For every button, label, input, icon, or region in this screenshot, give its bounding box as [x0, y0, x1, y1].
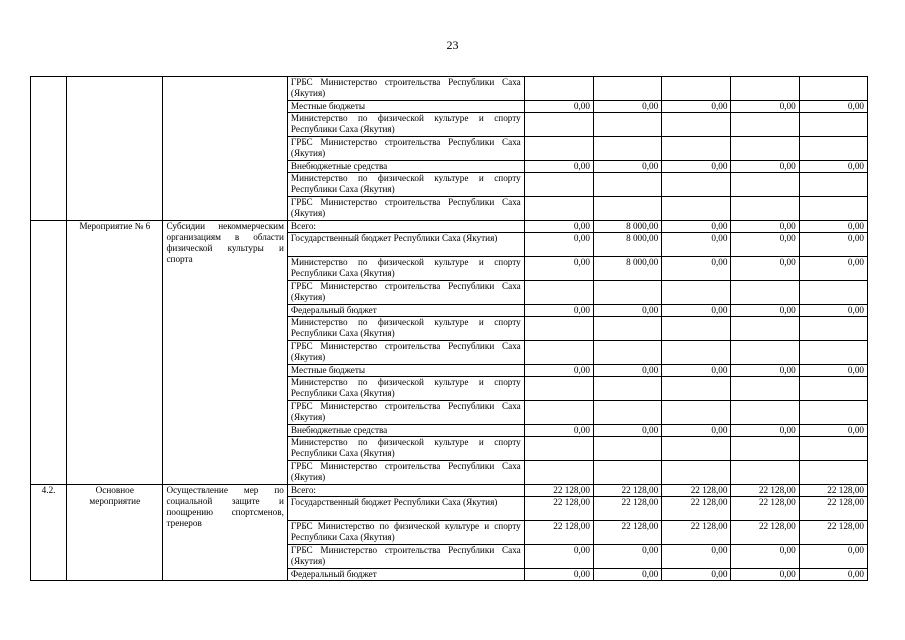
- year-value-cell: 22 128,00: [593, 521, 661, 545]
- year-value-cell: 0,00: [662, 221, 731, 233]
- year-value-cell: [662, 173, 731, 197]
- year-value-cell: [799, 317, 867, 341]
- year-value-cell: [662, 197, 731, 221]
- funding-source-cell: ГРБС Министерство по физической культуре и спорту Республики Саха (Якутия): [287, 521, 524, 545]
- funding-source-cell: ГРБС Министерство строительства Республики Саха (Якутия): [287, 137, 524, 161]
- year-value-cell: [593, 113, 661, 137]
- year-value-cell: [799, 401, 867, 425]
- year-value-cell: 0,00: [731, 101, 799, 113]
- year-value-cell: 0,00: [524, 233, 593, 257]
- year-value-cell: 0,00: [731, 365, 799, 377]
- year-value-cell: 0,00: [593, 101, 661, 113]
- year-value-cell: 0,00: [662, 365, 731, 377]
- year-value-cell: [593, 77, 661, 101]
- year-value-cell: [731, 437, 799, 461]
- year-value-cell: [524, 437, 593, 461]
- year-value-cell: [662, 281, 731, 305]
- year-value-cell: 22 128,00: [731, 497, 799, 521]
- funding-source-cell: ГРБС Министерство строительства Республики Саха (Якутия): [287, 401, 524, 425]
- year-value-cell: 22 128,00: [662, 497, 731, 521]
- year-value-cell: [662, 317, 731, 341]
- year-value-cell: [593, 341, 661, 365]
- year-value-cell: [799, 377, 867, 401]
- year-value-cell: [731, 317, 799, 341]
- year-value-cell: 0,00: [593, 545, 661, 569]
- year-value-cell: 0,00: [524, 425, 593, 437]
- page-number: 23: [446, 38, 459, 52]
- year-value-cell: 22 128,00: [524, 485, 593, 497]
- funding-source-cell: ГРБС Министерство строительства Республики Саха (Якутия): [287, 461, 524, 485]
- event-description-cell: Субсидии некоммерческим организациям в области физической культуры и спорта: [163, 221, 287, 485]
- year-value-cell: 0,00: [662, 545, 731, 569]
- year-value-cell: [731, 197, 799, 221]
- item-number-cell: 4.2.: [31, 485, 67, 581]
- year-value-cell: [662, 113, 731, 137]
- funding-source-cell: Министерство по физической культуре и спорту Республики Саха (Якутия): [287, 317, 524, 341]
- funding-source-cell: Внебюджетные средства: [287, 161, 524, 173]
- year-value-cell: 0,00: [524, 365, 593, 377]
- event-type-cell: [67, 77, 163, 221]
- year-value-cell: 22 128,00: [593, 497, 661, 521]
- funding-source-cell: ГРБС Министерство строительства Республики Саха (Якутия): [287, 545, 524, 569]
- year-value-cell: [593, 173, 661, 197]
- year-value-cell: 0,00: [662, 233, 731, 257]
- event-description-cell: Осуществление мер по социальной защите и поощрению спортсменов, тренеров: [163, 485, 287, 581]
- year-value-cell: 0,00: [593, 161, 661, 173]
- year-value-cell: 0,00: [799, 425, 867, 437]
- year-value-cell: 22 128,00: [799, 521, 867, 545]
- year-value-cell: 0,00: [524, 221, 593, 233]
- year-value-cell: [524, 317, 593, 341]
- year-value-cell: 0,00: [731, 425, 799, 437]
- year-value-cell: [593, 317, 661, 341]
- year-value-cell: [593, 197, 661, 221]
- year-value-cell: 0,00: [731, 257, 799, 281]
- year-value-cell: 0,00: [662, 101, 731, 113]
- year-value-cell: 0,00: [731, 569, 799, 581]
- year-value-cell: [593, 401, 661, 425]
- year-value-cell: 0,00: [662, 257, 731, 281]
- year-value-cell: [731, 77, 799, 101]
- year-value-cell: [524, 401, 593, 425]
- year-value-cell: [662, 341, 731, 365]
- year-value-cell: [799, 113, 867, 137]
- year-value-cell: [662, 377, 731, 401]
- event-type-cell: Мероприятие № 6: [67, 221, 163, 485]
- year-value-cell: 0,00: [799, 305, 867, 317]
- year-value-cell: [731, 281, 799, 305]
- year-value-cell: 0,00: [662, 161, 731, 173]
- year-value-cell: [799, 77, 867, 101]
- year-value-cell: [662, 77, 731, 101]
- year-value-cell: [799, 461, 867, 485]
- year-value-cell: [731, 341, 799, 365]
- funding-source-cell: Внебюджетные средства: [287, 425, 524, 437]
- year-value-cell: 0,00: [731, 305, 799, 317]
- year-value-cell: 22 128,00: [799, 497, 867, 521]
- year-value-cell: 22 128,00: [731, 485, 799, 497]
- year-value-cell: 0,00: [662, 425, 731, 437]
- year-value-cell: 0,00: [799, 365, 867, 377]
- year-value-cell: [731, 173, 799, 197]
- year-value-cell: 0,00: [593, 305, 661, 317]
- funding-source-cell: Государственный бюджет Республики Саха (Якутия): [287, 233, 524, 257]
- year-value-cell: 8 000,00: [593, 257, 661, 281]
- funding-source-cell: Местные бюджеты: [287, 101, 524, 113]
- funding-source-cell: Министерство по физической культуре и спорту Республики Саха (Якутия): [287, 377, 524, 401]
- table-row: [31, 221, 868, 233]
- year-value-cell: [524, 137, 593, 161]
- year-value-cell: [731, 377, 799, 401]
- year-value-cell: 0,00: [524, 101, 593, 113]
- year-value-cell: [799, 137, 867, 161]
- year-value-cell: 0,00: [799, 545, 867, 569]
- year-value-cell: [524, 77, 593, 101]
- year-value-cell: [799, 197, 867, 221]
- year-value-cell: [731, 461, 799, 485]
- funding-source-cell: Всего:: [287, 221, 524, 233]
- year-value-cell: 8 000,00: [593, 233, 661, 257]
- funding-source-cell: Государственный бюджет Республики Саха (Якутия): [287, 497, 524, 521]
- event-type-cell: Основное мероприятие: [67, 485, 163, 581]
- year-value-cell: [662, 437, 731, 461]
- funding-source-cell: Федеральный бюджет: [287, 305, 524, 317]
- year-value-cell: [593, 377, 661, 401]
- year-value-cell: [662, 137, 731, 161]
- funding-source-cell: Министерство по физической культуре и спорту Республики Саха (Якутия): [287, 173, 524, 197]
- year-value-cell: [799, 437, 867, 461]
- funding-source-cell: Всего:: [287, 485, 524, 497]
- year-value-cell: 0,00: [799, 161, 867, 173]
- year-value-cell: 0,00: [662, 305, 731, 317]
- year-value-cell: 22 128,00: [593, 485, 661, 497]
- budget-table: [30, 76, 868, 581]
- year-value-cell: 0,00: [524, 161, 593, 173]
- year-value-cell: 22 128,00: [731, 521, 799, 545]
- funding-source-cell: Местные бюджеты: [287, 365, 524, 377]
- year-value-cell: 22 128,00: [662, 485, 731, 497]
- funding-source-cell: Министерство по физической культуре и спорту Республики Саха (Якутия): [287, 437, 524, 461]
- year-value-cell: 0,00: [662, 569, 731, 581]
- table-row: [31, 485, 868, 497]
- year-value-cell: 0,00: [524, 569, 593, 581]
- year-value-cell: [593, 437, 661, 461]
- year-value-cell: 0,00: [799, 233, 867, 257]
- year-value-cell: 0,00: [731, 545, 799, 569]
- year-value-cell: [731, 113, 799, 137]
- year-value-cell: 0,00: [593, 365, 661, 377]
- year-value-cell: 0,00: [524, 545, 593, 569]
- year-value-cell: [731, 137, 799, 161]
- funding-source-cell: ГРБС Министерство строительства Республики Саха (Якутия): [287, 341, 524, 365]
- year-value-cell: 0,00: [799, 257, 867, 281]
- funding-source-cell: ГРБС Министерство строительства Республики Саха (Якутия): [287, 77, 524, 101]
- year-value-cell: 22 128,00: [662, 521, 731, 545]
- year-value-cell: 0,00: [731, 161, 799, 173]
- funding-source-cell: Министерство по физической культуре и спорту Республики Саха (Якутия): [287, 257, 524, 281]
- year-value-cell: [593, 461, 661, 485]
- funding-source-cell: Министерство по физической культуре и спорту Республики Саха (Якутия): [287, 113, 524, 137]
- year-value-cell: [524, 461, 593, 485]
- year-value-cell: [799, 281, 867, 305]
- year-value-cell: [593, 137, 661, 161]
- year-value-cell: 0,00: [731, 233, 799, 257]
- year-value-cell: 0,00: [799, 221, 867, 233]
- year-value-cell: [799, 173, 867, 197]
- year-value-cell: 0,00: [799, 101, 867, 113]
- year-value-cell: 0,00: [524, 305, 593, 317]
- year-value-cell: 0,00: [799, 569, 867, 581]
- year-value-cell: 22 128,00: [524, 521, 593, 545]
- funding-source-cell: ГРБС Министерство строительства Республики Саха (Якутия): [287, 197, 524, 221]
- funding-source-cell: ГРБС Министерство строительства Республики Саха (Якутия): [287, 281, 524, 305]
- year-value-cell: [799, 341, 867, 365]
- year-value-cell: 0,00: [524, 257, 593, 281]
- year-value-cell: 0,00: [593, 425, 661, 437]
- year-value-cell: [593, 281, 661, 305]
- year-value-cell: 0,00: [593, 569, 661, 581]
- year-value-cell: [524, 341, 593, 365]
- year-value-cell: [662, 401, 731, 425]
- table-row: [31, 77, 868, 101]
- item-number-cell: [31, 221, 67, 485]
- item-number-cell: [31, 77, 67, 221]
- year-value-cell: [524, 281, 593, 305]
- year-value-cell: [524, 113, 593, 137]
- year-value-cell: 22 128,00: [524, 497, 593, 521]
- year-value-cell: [524, 377, 593, 401]
- year-value-cell: 22 128,00: [799, 485, 867, 497]
- year-value-cell: [731, 401, 799, 425]
- funding-source-cell: Федеральный бюджет: [287, 569, 524, 581]
- year-value-cell: 8 000,00: [593, 221, 661, 233]
- year-value-cell: [524, 173, 593, 197]
- year-value-cell: [524, 197, 593, 221]
- year-value-cell: 0,00: [731, 221, 799, 233]
- event-description-cell: [163, 77, 287, 221]
- year-value-cell: [662, 461, 731, 485]
